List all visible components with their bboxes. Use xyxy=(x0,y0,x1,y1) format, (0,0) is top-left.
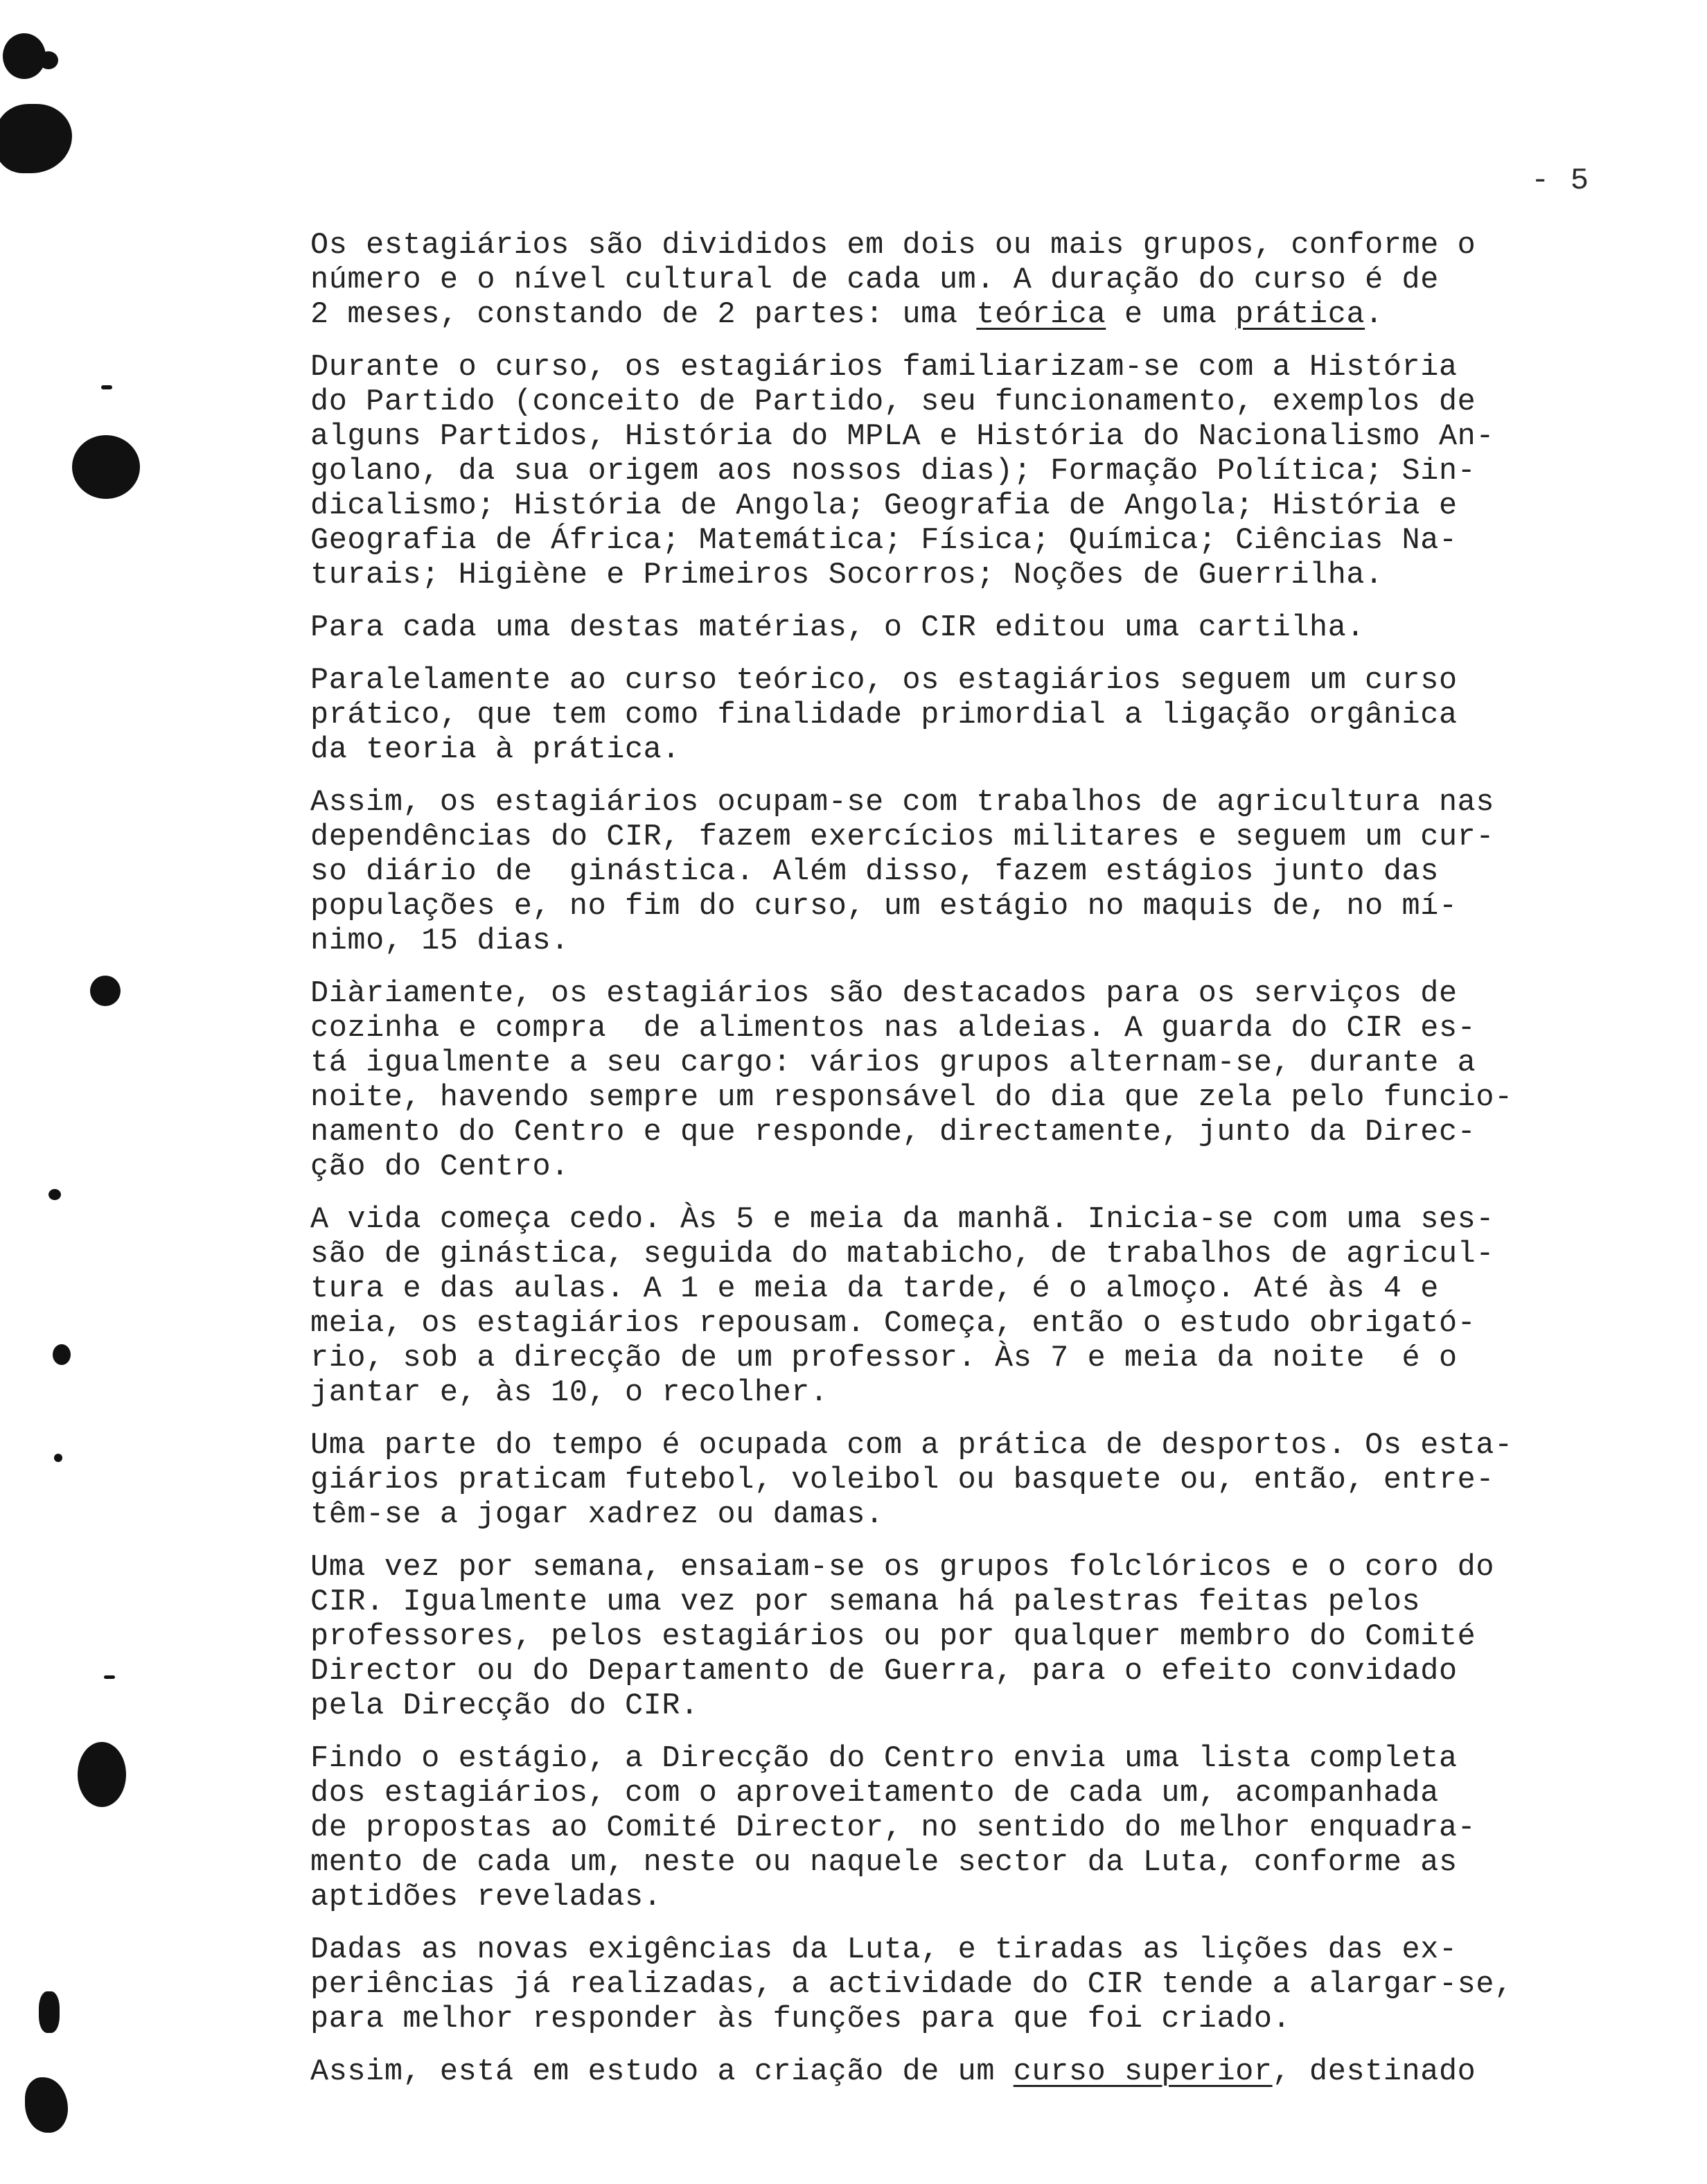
text-segment: para melhor responder às funções para que foi criado. xyxy=(310,2002,1291,2036)
text-line xyxy=(310,1689,1647,1724)
text-line xyxy=(310,1968,1647,2002)
text-line xyxy=(310,1463,1647,1498)
text-line xyxy=(310,1881,1647,1915)
paragraph xyxy=(310,2055,1647,2090)
text-segment: dicalismo; História de Angola; Geografia de Angola; História e xyxy=(310,489,1458,523)
text-segment: nimo, 15 dias. xyxy=(310,924,569,958)
text-line xyxy=(310,611,1647,646)
text-segment: namento do Centro e que responde, directamente, junto da Direc- xyxy=(310,1116,1476,1150)
scan-ring-mark xyxy=(90,976,121,1006)
text-line xyxy=(310,1203,1647,1238)
text-segment: populações e, no fim do curso, um estágio no maquis de, no mí- xyxy=(310,890,1458,924)
underlined-term: teórica xyxy=(976,298,1106,332)
underlined-term: prática xyxy=(1235,298,1365,332)
text-segment: periências já realizadas, a actividade do CIR tende a alargar-se, xyxy=(310,1968,1513,2002)
text-line xyxy=(310,1307,1647,1341)
text-line xyxy=(310,351,1647,385)
binder-hole xyxy=(0,104,72,173)
binder-hole xyxy=(72,435,140,499)
text-segment: , destinado xyxy=(1272,2055,1476,2089)
text-segment: prático, que tem como finalidade primordial a ligação orgânica xyxy=(310,698,1458,732)
text-line xyxy=(310,1655,1647,1689)
text-line xyxy=(310,1238,1647,1272)
text-line xyxy=(310,1341,1647,1376)
paragraph xyxy=(310,1933,1647,2037)
text-line xyxy=(310,664,1647,698)
text-line xyxy=(310,1933,1647,1968)
text-line xyxy=(310,1081,1647,1116)
text-segment: Durante o curso, os estagiários familiarizam-se com a História xyxy=(310,351,1458,385)
body-text xyxy=(310,229,1647,2108)
text-line xyxy=(310,733,1647,768)
text-line xyxy=(310,1846,1647,1881)
text-segment: dos estagiários, com o aproveitamento de cada um, acompanhada xyxy=(310,1777,1439,1811)
text-line xyxy=(310,385,1647,420)
text-segment: e uma xyxy=(1106,298,1236,332)
text-line xyxy=(310,1811,1647,1846)
text-line xyxy=(310,524,1647,558)
text-segment: turais; Higiène e Primeiros Socorros; Noções de Guerrilha. xyxy=(310,558,1383,592)
text-segment: Assim, está em estudo a criação de um xyxy=(310,2055,1014,2089)
page-number: - 5 xyxy=(1531,164,1591,198)
text-line xyxy=(310,1376,1647,1411)
binder-hole xyxy=(78,1742,126,1807)
paragraph xyxy=(310,1429,1647,1533)
text-line xyxy=(310,420,1647,455)
text-line xyxy=(310,558,1647,593)
text-segment: Os estagiários são divididos em dois ou mais grupos, conforme o xyxy=(310,229,1476,263)
text-segment: são de ginástica, seguida do matabicho, de trabalhos de agricul- xyxy=(310,1238,1495,1271)
text-segment: A vida começa cedo. Às 5 e meia da manhã. Inicia-se com uma ses- xyxy=(310,1203,1495,1237)
scan-speck xyxy=(104,1675,115,1679)
text-segment: de propostas ao Comité Director, no sentido do melhor enquadra- xyxy=(310,1811,1476,1845)
text-line xyxy=(310,890,1647,924)
text-line xyxy=(310,1429,1647,1463)
text-line xyxy=(310,698,1647,733)
text-segment: Uma vez por semana, ensaiam-se os grupos folclóricos e o coro do xyxy=(310,1551,1495,1585)
underlined-term: curso superior xyxy=(1013,2055,1273,2089)
text-line xyxy=(310,1116,1647,1150)
text-segment: cozinha e compra de alimentos nas aldeias. A guarda do CIR es- xyxy=(310,1012,1476,1046)
text-line xyxy=(310,2002,1647,2037)
text-segment: rio, sob a direcção de um professor. Às 7 e meia da noite é o xyxy=(310,1341,1458,1375)
text-line xyxy=(310,489,1647,524)
text-line xyxy=(310,1046,1647,1081)
text-segment: Geografia de África; Matemática; Física; Química; Ciências Na- xyxy=(310,524,1458,558)
text-line xyxy=(310,263,1647,298)
paragraph xyxy=(310,1203,1647,1411)
text-segment: Dadas as novas exigências da Luta, e tiradas as lições das ex- xyxy=(310,1933,1458,1967)
text-line xyxy=(310,229,1647,263)
text-segment: golano, da sua origem aos nossos dias); Formação Política; Sin- xyxy=(310,455,1476,488)
text-segment: noite, havendo sempre um responsável do dia que zela pelo funcio- xyxy=(310,1081,1513,1115)
text-line xyxy=(310,1012,1647,1046)
text-line xyxy=(310,1620,1647,1655)
text-segment: 2 meses, constando de 2 partes: uma xyxy=(310,298,977,332)
text-segment: mento de cada um, neste ou naquele sector da Luta, conforme as xyxy=(310,1846,1458,1880)
scan-smudge xyxy=(25,2077,68,2133)
paragraph xyxy=(310,977,1647,1185)
text-segment: dependências do CIR, fazem exercícios militares e seguem um cur- xyxy=(310,820,1495,854)
text-line xyxy=(310,786,1647,820)
text-line xyxy=(310,1551,1647,1585)
paragraph xyxy=(310,611,1647,646)
scan-speck xyxy=(54,1454,62,1462)
text-segment: Diàriamente, os estagiários são destacados para os serviços de xyxy=(310,977,1458,1011)
text-segment: da teoria à prática. xyxy=(310,733,681,767)
text-line xyxy=(310,455,1647,489)
text-segment: Assim, os estagiários ocupam-se com trabalhos de agricultura nas xyxy=(310,786,1495,820)
text-segment: ção do Centro. xyxy=(310,1150,569,1184)
text-segment: tá igualmente a seu cargo: vários grupos alternam-se, durante a xyxy=(310,1046,1476,1080)
text-line xyxy=(310,1585,1647,1620)
paragraph xyxy=(310,351,1647,593)
text-segment: Uma parte do tempo é ocupada com a prática de desportos. Os esta- xyxy=(310,1429,1513,1463)
text-line xyxy=(310,2055,1647,2090)
text-segment: número e o nível cultural de cada um. A duração do curso é de xyxy=(310,263,1439,297)
text-segment: meia, os estagiários repousam. Começa, então o estudo obrigató- xyxy=(310,1307,1476,1341)
text-line xyxy=(310,855,1647,890)
paragraph xyxy=(310,664,1647,768)
text-segment: alguns Partidos, História do MPLA e História do Nacionalismo An- xyxy=(310,420,1495,454)
text-segment: Director ou do Departamento de Guerra, para o efeito convidado xyxy=(310,1655,1458,1689)
text-segment: do Partido (conceito de Partido, seu funcionamento, exemplos de xyxy=(310,385,1476,419)
text-segment: professores, pelos estagiários ou por qualquer membro do Comité xyxy=(310,1620,1476,1654)
text-segment: tura e das aulas. A 1 e meia da tarde, é o almoço. Até às 4 e xyxy=(310,1272,1439,1306)
text-line xyxy=(310,1272,1647,1307)
scan-speck xyxy=(101,385,112,389)
paragraph xyxy=(310,229,1647,333)
text-segment: Findo o estágio, a Direcção do Centro envia uma lista completa xyxy=(310,1742,1458,1776)
text-line xyxy=(310,924,1647,959)
scan-smudge xyxy=(39,1991,60,2033)
text-segment: so diário de ginástica. Além disso, fazem estágios junto das xyxy=(310,855,1439,889)
text-line xyxy=(310,977,1647,1012)
text-line xyxy=(310,1498,1647,1533)
text-line xyxy=(310,298,1647,333)
text-segment: Paralelamente ao curso teórico, os estagiários seguem um curso xyxy=(310,664,1458,698)
text-segment: CIR. Igualmente uma vez por semana há palestras feitas pelos xyxy=(310,1585,1421,1619)
paragraph xyxy=(310,1551,1647,1724)
scan-smudge xyxy=(39,51,58,69)
paragraph xyxy=(310,786,1647,959)
text-segment: . xyxy=(1365,298,1383,332)
text-segment: aptidões reveladas. xyxy=(310,1881,662,1914)
text-segment: giários praticam futebol, voleibol ou basquete ou, então, entre- xyxy=(310,1463,1495,1497)
text-line xyxy=(310,1742,1647,1777)
scan-speck xyxy=(48,1189,61,1200)
text-line xyxy=(310,1150,1647,1185)
text-segment: Para cada uma destas matérias, o CIR editou uma cartilha. xyxy=(310,611,1365,645)
text-segment: pela Direcção do CIR. xyxy=(310,1689,699,1723)
text-segment: jantar e, às 10, o recolher. xyxy=(310,1376,829,1410)
text-line xyxy=(310,1777,1647,1811)
paragraph xyxy=(310,1742,1647,1915)
scan-speck xyxy=(53,1344,71,1365)
text-line xyxy=(310,820,1647,855)
text-segment: têm-se a jogar xadrez ou damas. xyxy=(310,1498,884,1532)
